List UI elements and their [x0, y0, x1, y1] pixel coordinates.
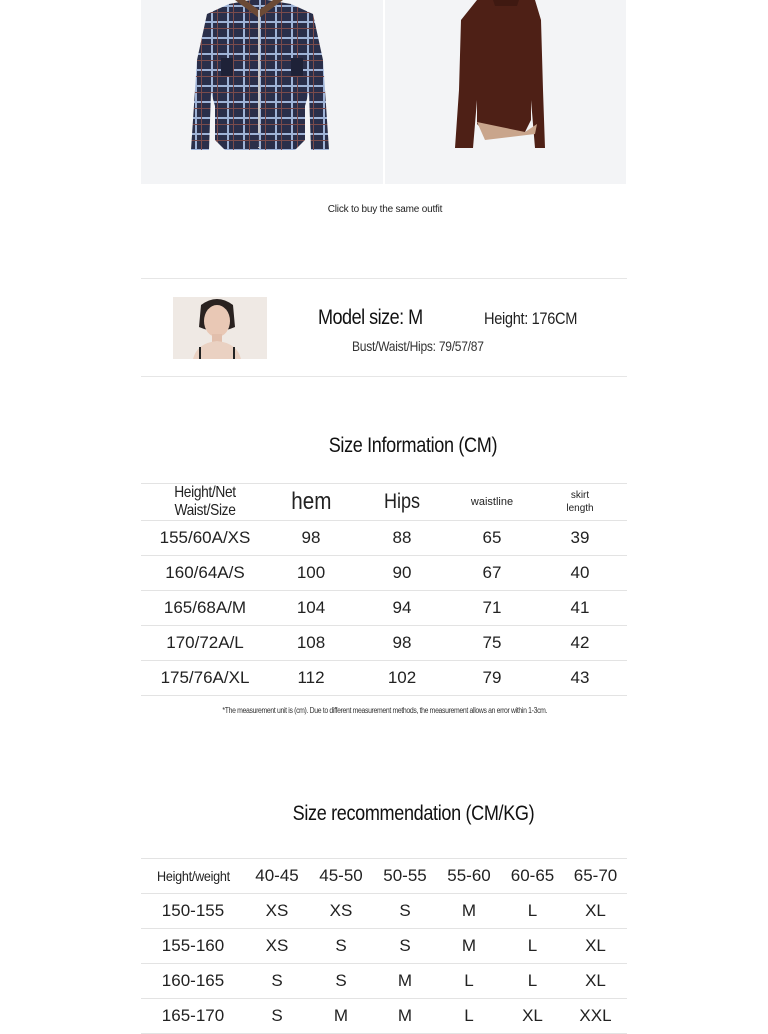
table-cell: 39 — [533, 521, 627, 556]
table-cell: L — [501, 964, 564, 999]
table-cell: 155-160 — [141, 929, 245, 964]
model-measurements: Bust/Waist/Hips: 79/57/87 — [352, 338, 484, 354]
table-cell: XL — [564, 929, 627, 964]
column-header: skirt length — [533, 484, 627, 521]
table-cell: L — [501, 929, 564, 964]
table-cell: XL — [564, 894, 627, 929]
table-row — [141, 521, 627, 556]
column-header: Hips — [353, 484, 451, 521]
table-cell: 71 — [451, 591, 533, 626]
table-cell: 104 — [269, 591, 353, 626]
table-cell: 160/64A/S — [141, 556, 269, 591]
table-row — [141, 591, 627, 626]
table-cell: M — [437, 929, 501, 964]
table-cell: 100 — [269, 556, 353, 591]
table-row — [141, 661, 627, 696]
table-cell: 94 — [353, 591, 451, 626]
column-header: waistline — [451, 484, 533, 521]
table-cell: L — [437, 999, 501, 1034]
table-cell: 150-155 — [141, 894, 245, 929]
table-cell: 42 — [533, 626, 627, 661]
table-cell: S — [309, 929, 373, 964]
table-cell: 98 — [269, 521, 353, 556]
table-cell: 108 — [269, 626, 353, 661]
table-cell: 79 — [451, 661, 533, 696]
table-cell: 67 — [451, 556, 533, 591]
table-cell: 170/72A/L — [141, 626, 269, 661]
table-cell: M — [373, 964, 437, 999]
table-cell: 160-165 — [141, 964, 245, 999]
table-cell: 165/68A/M — [141, 591, 269, 626]
table-cell: XXL — [564, 999, 627, 1034]
table-cell: S — [245, 999, 309, 1034]
outfit-products — [141, 0, 626, 184]
size-info-title: Size Information (CM) — [328, 434, 498, 457]
size-info-table — [141, 483, 627, 696]
divider — [141, 278, 627, 279]
measurement-note: *The measurement unit is (cm). Due to different measurement methods, the measurement allows an error within 1-3cm. — [222, 706, 548, 715]
model-size: Model size: M — [318, 306, 423, 329]
column-header: 40-45 — [245, 859, 309, 894]
table-header-row — [141, 859, 627, 894]
size-rec-table — [141, 858, 627, 1034]
table-cell: 43 — [533, 661, 627, 696]
table-row — [141, 999, 627, 1034]
table-row — [141, 894, 627, 929]
table-cell: 112 — [269, 661, 353, 696]
column-header: 60-65 — [501, 859, 564, 894]
buy-same-outfit-link[interactable]: Click to buy the same outfit — [327, 204, 443, 215]
table-cell: 88 — [353, 521, 451, 556]
table-row — [141, 929, 627, 964]
table-row — [141, 964, 627, 999]
table-cell: M — [309, 999, 373, 1034]
table-cell: L — [501, 894, 564, 929]
column-header: 45-50 — [309, 859, 373, 894]
table-cell: XS — [309, 894, 373, 929]
table-cell: 40 — [533, 556, 627, 591]
model-height: Height: 176CM — [484, 309, 578, 328]
table-cell: M — [373, 999, 437, 1034]
table-row — [141, 626, 627, 661]
table-cell: 75 — [451, 626, 533, 661]
table-cell: M — [437, 894, 501, 929]
table-cell: 90 — [353, 556, 451, 591]
table-cell: 155/60A/XS — [141, 521, 269, 556]
column-header: hem — [269, 484, 353, 521]
model-photo — [173, 297, 267, 359]
table-cell: XS — [245, 929, 309, 964]
table-cell: S — [373, 929, 437, 964]
table-cell: S — [373, 894, 437, 929]
table-cell: 41 — [533, 591, 627, 626]
product-plaid-jacket-image[interactable] — [141, 0, 383, 184]
size-rec-title: Size recommendation (CM/KG) — [292, 802, 534, 825]
table-cell: 102 — [353, 661, 451, 696]
table-header-row — [141, 484, 627, 521]
column-header: 55-60 — [437, 859, 501, 894]
table-cell: S — [245, 964, 309, 999]
table-cell: S — [309, 964, 373, 999]
table-cell: 98 — [353, 626, 451, 661]
table-cell: 175/76A/XL — [141, 661, 269, 696]
column-header: Height/Net Waist/Size — [141, 484, 269, 521]
column-header: Height/weight — [141, 859, 245, 894]
divider — [141, 376, 627, 377]
table-cell: XS — [245, 894, 309, 929]
column-header: 65-70 — [564, 859, 627, 894]
product-brown-top-image[interactable] — [385, 0, 626, 184]
table-cell: 165-170 — [141, 999, 245, 1034]
table-cell: L — [437, 964, 501, 999]
table-row — [141, 556, 627, 591]
table-cell: 65 — [451, 521, 533, 556]
table-cell: XL — [564, 964, 627, 999]
table-cell: XL — [501, 999, 564, 1034]
column-header: 50-55 — [373, 859, 437, 894]
